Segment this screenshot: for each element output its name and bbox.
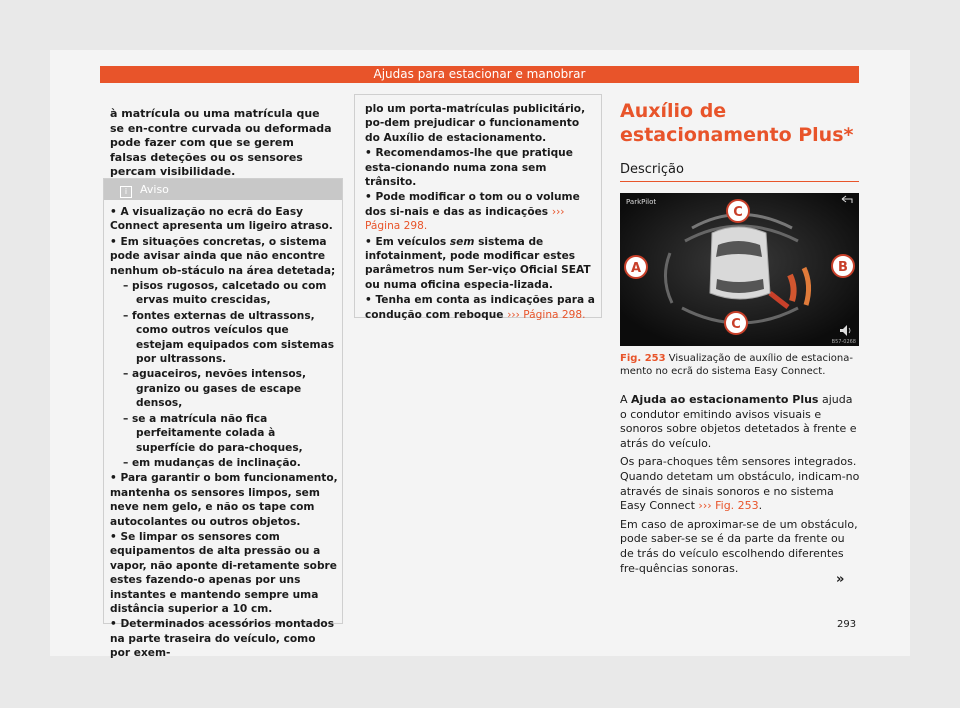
item-text: • Tenha em conta as indicações para a condução com reboque bbox=[365, 294, 595, 321]
aviso-header bbox=[104, 179, 342, 200]
label-b bbox=[832, 255, 854, 277]
aviso-item: • A visualização no ecrã do Easy Connect apresenta um ligeiro atraso. bbox=[110, 206, 333, 233]
info-icon: i bbox=[120, 186, 132, 198]
aviso-subitem: – fontes externas de ultrassons, como outros veículos que estejam equipados com sistemas por ultrassons. bbox=[123, 309, 335, 366]
col1-paragraph: à matrícula ou uma matrícula que se en-contre curvada ou deformada pode fazer com que se gerem falsas deteções ou os sensores percam visibilidade. bbox=[110, 107, 332, 179]
aviso-box bbox=[103, 178, 343, 660]
body-paragraph bbox=[620, 455, 860, 513]
svg-text:B: B bbox=[838, 260, 848, 275]
aviso-title: Aviso bbox=[140, 183, 169, 196]
aviso-body bbox=[110, 205, 338, 662]
section-subtitle: Descrição bbox=[620, 161, 859, 182]
label-a bbox=[625, 256, 647, 278]
aviso-item: • Em situações concretas, o sistema pode avisar ainda que não encontre nenhum ob-stáculo na área detetada; bbox=[110, 235, 336, 277]
section-title: Auxílio de estacionamento Plus* bbox=[620, 100, 854, 146]
svg-text:C: C bbox=[733, 205, 743, 220]
page-reference-link[interactable]: ››› Página 298. bbox=[507, 308, 586, 321]
figure-code: B57-0268 bbox=[831, 339, 856, 345]
caption-text: Visualização de auxílio de estaciona-mento no ecrã do sistema Easy Connect. bbox=[620, 353, 853, 377]
figure-caption bbox=[620, 352, 859, 378]
aviso-subitem: – pisos rugosos, calcetado ou com ervas muito crescidas, bbox=[123, 280, 327, 307]
aviso-subitem: – aguaceiros, nevões intensos, granizo ou gases de escape densos, bbox=[123, 368, 306, 410]
aviso-item: • Se limpar os sensores com equipamentos de alta pressão ou a vapor, não aponte di-retamente sobre estes fazendo-o apenas por uns instantes e mantendo sempre uma distância superior a 10 cm. bbox=[110, 530, 337, 615]
aviso-item: plo um porta-matrículas publicitário, po-dem prejudicar o funcionamento do Auxílio de estacionamento. bbox=[365, 103, 586, 144]
svg-text:A: A bbox=[630, 261, 642, 276]
parkpilot-screen bbox=[620, 193, 859, 346]
aviso-subitem: – em mudanças de inclinação. bbox=[123, 456, 301, 469]
item-text: • Pode modificar o tom ou o volume dos si-nais e das as indicações bbox=[365, 191, 580, 218]
paragraph-text: ajuda o condutor emitindo avisos visuais e sonoros sobre objetos detetados à frente e atrás do veículo. bbox=[620, 393, 857, 450]
item-text: • Em veículos bbox=[365, 235, 450, 248]
label-c-bottom bbox=[725, 312, 747, 334]
page-number: 293 bbox=[837, 619, 857, 630]
column-3-text bbox=[620, 393, 860, 580]
paragraph-text: A bbox=[620, 393, 632, 406]
aviso-subitem: – se a matrícula não fica perfeitamente colada à superfície do para-choques, bbox=[123, 412, 303, 454]
car-icon bbox=[710, 227, 770, 299]
right-warning-arc bbox=[790, 275, 794, 301]
paragraph-bold: Ajuda ao estacionamento Plus bbox=[631, 393, 819, 406]
label-c-top bbox=[727, 200, 749, 222]
page-header: Ajudas para estacionar e manobrar bbox=[100, 66, 859, 83]
paragraph-text: . bbox=[758, 499, 763, 513]
continue-marker: » bbox=[836, 572, 845, 587]
body-paragraph bbox=[620, 393, 860, 451]
aviso-item: • Para garantir o bom funcionamento, mantenha os sensores limpos, sem neve nem gelo, e não os tape com autocolantes ou outros objetos. bbox=[110, 472, 338, 528]
aviso-item bbox=[365, 293, 595, 322]
body-paragraph: Em caso de aproximar-se de um obstáculo, pode saber-se se é da parte da frente ou de trás do veículo escolhendo diferentes fre-quências sonoras. bbox=[620, 517, 858, 575]
aviso-continuation-box bbox=[354, 94, 602, 321]
paragraph-text: Os para-choques têm sensores integrados. Quando detetam um obstáculo, indicam-no através de sinais sonoros e no sistema Easy Connect bbox=[620, 455, 860, 513]
parkpilot-figure bbox=[620, 193, 859, 346]
aviso-item bbox=[365, 235, 595, 293]
svg-text:C: C bbox=[731, 317, 741, 332]
item-emphasis: sem bbox=[449, 235, 475, 248]
aviso-item bbox=[365, 190, 595, 233]
page-reference-link[interactable]: ››› Página 298. bbox=[365, 205, 565, 233]
figure-reference-link[interactable]: ››› Fig. 253 bbox=[698, 499, 759, 513]
figure-number: Fig. 253 bbox=[620, 353, 666, 364]
column-1-text bbox=[110, 107, 332, 180]
aviso-item: • Recomendamos-lhe que pratique esta-cionando numa zona sem trânsito. bbox=[365, 147, 573, 189]
item-text: sistema de infotainment, pode modificar estes parâmetros num Ser-viço Oficial SEAT ou numa oficina especia-lizada. bbox=[365, 235, 591, 291]
aviso-item: • Determinados acessórios montados na parte traseira do veículo, como por exem- bbox=[110, 618, 334, 660]
aviso-continuation-body bbox=[365, 102, 595, 323]
screen-title: ParkPilot bbox=[626, 198, 657, 206]
